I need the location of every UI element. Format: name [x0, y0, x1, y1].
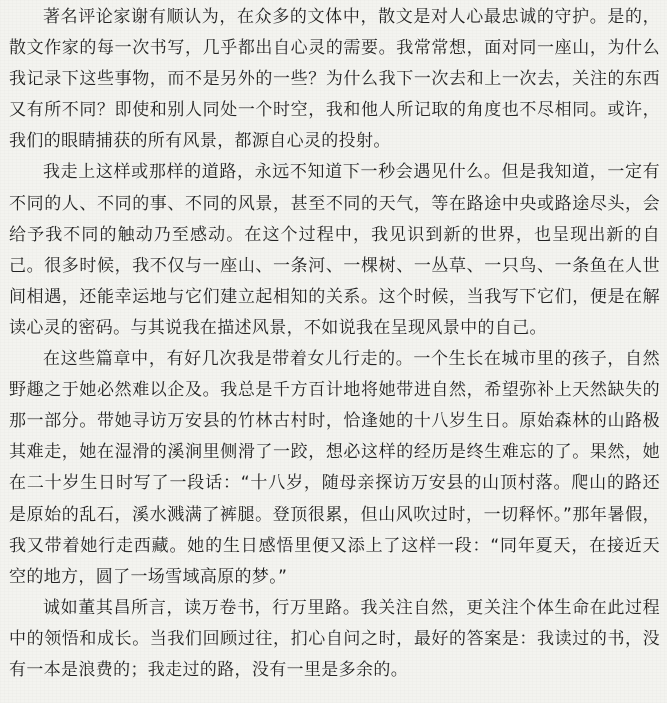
paragraph-3: 在这些篇章中，有好几次我是带着女儿行走的。一个生长在城市里的孩子，自然野趣之于她必然难以企及。我总是千方百计地将她带进自然，希望弥补上天然缺失的那一部分。带她寻访万安县的竹林古村时，恰逢她的十八岁生日。原始森林的山路极其难走，她在湿滑的溪涧里侧滑了一跤，想必这样的经历是终生难忘的了。果然，她在二十岁生日时写了一段话：“十八岁，随母亲探访万安县的山顶村落。爬山的路还是原始的乱石，溪水溅满了裤腿。登顶很累，但山风吹过时，一切释怀。”那年暑假，我又带着她行走西藏。她的生日感悟里便又添上了这样一段：“同年夏天，在接近天空的地方，圆了一场雪域高原的梦。”: [9, 349, 660, 587]
paragraph-2: 我走上这样或那样的道路，永远不知道下一秒会遇见什么。但是我知道，一定有不同的人、不同的事、不同的风景，甚至不同的天气，等在路途中央或路途尽头，会给予我不同的触动乃至感动。在这个过程中，我见识到新的世界，也呈现出新的自己。很多时候，我不仅与一座山、一条河、一棵树、一丛草、一只鸟、一条鱼在人世间相遇，还能幸运地与它们建立起相知的关系。这个时候，当我写下它们，便是在解读心灵的密码。与其说我在描述风景，不如说我在呈现风景中的自己。: [9, 162, 660, 338]
paragraph-1: 著名评论家谢有顺认为，在众多的文体中，散文是对人心最忠诚的守护。是的，散文作家的每一次书写，几乎都出自心灵的需要。我常常想，面对同一座山，为什么我记录下这些事物，而不是另外的一些？为什么我下一次去和上一次去，关注的东西又有所不同？即使和别人同处一个时空，我和他人所记取的角度也不尽相同。或许，我们的眼睛捕获的所有风景，都源自心灵的投射。: [9, 7, 660, 152]
paragraph-4: 诚如董其昌所言，读万卷书，行万里路。我关注自然，更关注个体生命在此过程中的领悟和成长。当我们回顾过往，扪心自问之时，最好的答案是：我读过的书，没有一本是浪费的；我走过的路，没有一里是多余的。: [9, 597, 660, 680]
